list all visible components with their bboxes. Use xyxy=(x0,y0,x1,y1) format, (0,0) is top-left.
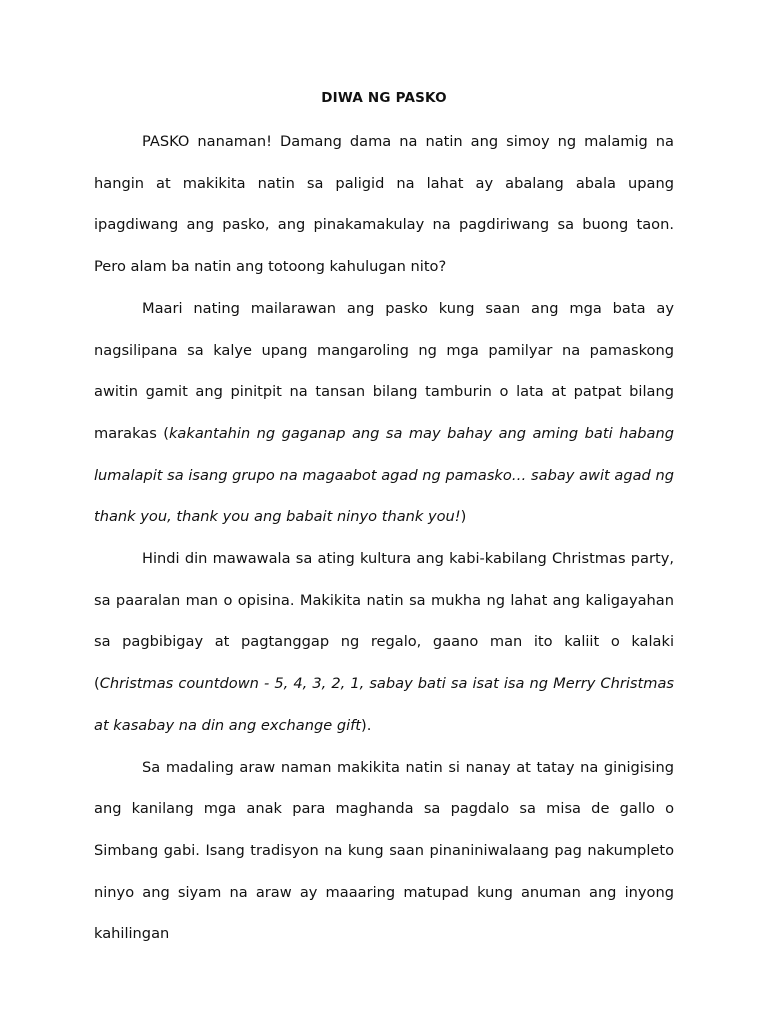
text-run: PASKO nanaman! Damang dama na natin ang simoy ng malamig na hangin at makikita natin sa paligid na lahat ay abalang abala upang ipagdiwang ang pasko, ang pinakamakulay na pagdiriwang sa buong taon. Pero alam ba natin ang totoong kahulugan nito? xyxy=(94,133,674,276)
italic-text-run: kakantahin ng gaganap ang sa may bahay ang aming bati habang lumalapit sa isang grupo na magaabot agad ng pamasko… sabay awit agad ng thank you, thank you ang babait ninyo thank you! xyxy=(94,424,674,526)
paragraph xyxy=(94,747,674,956)
paragraph xyxy=(94,538,674,747)
text-run: Sa madaling araw naman makikita natin si nanay at tatay na ginigising ang kanilang mga anak para maghanda sa pagdalo sa misa de gallo o Simbang gabi. Isang tradisyon na kung saan pinaniniwalaang pag nakumpleto ninyo ang siyam na araw ay maaaring matupad kung anuman ang inyong kahilingan xyxy=(94,758,674,943)
paragraph xyxy=(94,121,674,288)
italic-text-run: Christmas countdown - 5, 4, 3, 2, 1, sabay bati sa isat isa ng Merry Christmas at kasabay na din ang exchange gift xyxy=(94,675,674,734)
text-run: ). xyxy=(361,716,372,734)
document-body xyxy=(94,121,674,955)
text-run: ) xyxy=(460,508,467,526)
document-title: DIWA NG PASKO xyxy=(321,90,447,106)
text-run: Maari nating mailarawan ang pasko kung saan ang mga bata ay nagsilipana sa kalye upang mangaroling ng mga pamilyar na pamaskong awitin gamit ang pinitpit na tansan bilang tamburin o lata at patpat bilang marakas ( xyxy=(94,299,674,442)
text-run: Hindi din mawawala sa ating kultura ang kabi-kabilang Christmas party, sa paaralan man o opisina. Makikita natin sa mukha ng lahat ang kaligayahan sa pagbibigay at pagtanggap ng regalo, gaano man ito kaliit o kalaki ( xyxy=(94,550,674,693)
paragraph xyxy=(94,288,674,538)
